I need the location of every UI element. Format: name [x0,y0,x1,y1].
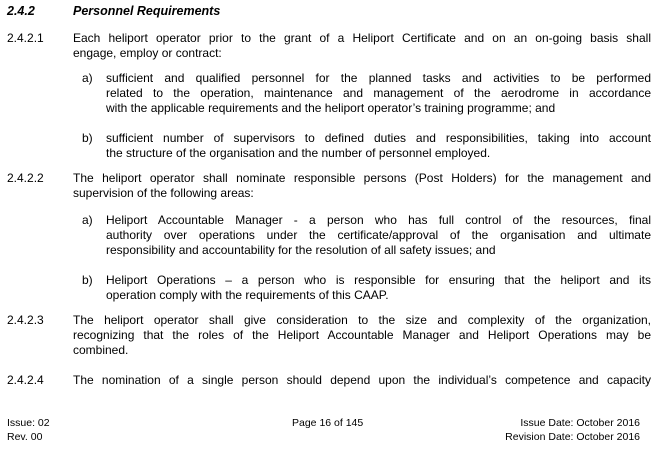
list-item-line: Heliport Operations – a person who is responsible for ensuring that the heliport and its [106,273,651,287]
list-item-line: authority over operations under the certificate/approval of the organisation and ultimate [106,228,651,242]
clause-text [73,313,651,358]
clause-number: 2.4.2.1 [7,31,44,45]
list-item-letter: a) [82,213,93,227]
clause-text [73,31,651,61]
clause-text-line: combined. [73,343,129,357]
footer-revision: Rev. 00 [7,431,43,443]
list-item-line: Heliport Accountable Manager - a person who has full control of the resources, final [106,213,651,227]
list-item-text [106,213,651,258]
clause-text-line: The nomination of a single person should depend upon the individual’s competence and capacity [73,373,651,387]
list-item-line: the structure of the organisation and the number of personnel employed. [106,146,491,160]
footer-issue-date: Issue Date: October 2016 [520,417,640,429]
footer-page-number: Page 16 of 145 [292,417,364,429]
clause-text-line: supervision of the following areas: [73,186,254,200]
list-item-letter: b) [82,273,93,287]
list-item-line: sufficient and qualified personnel for the planned tasks and activities to be performed [106,71,651,85]
clause-text-line: Each heliport operator prior to the grant of a Heliport Certificate and on an on-going basis shall [73,31,651,45]
section-title: Personnel Requirements [73,4,221,18]
clause-text [73,373,651,388]
list-item-letter: a) [82,71,93,85]
list-item-text [106,71,651,116]
list-item-line: sufficient number of supervisors to defined duties and responsibilities, taking into account [106,131,651,145]
clause-text [73,171,651,201]
list-item-text [106,273,651,303]
section-number: 2.4.2 [7,4,35,18]
clause-number: 2.4.2.4 [7,373,44,387]
list-item-line: operation comply with the requirements of this CAAP. [106,288,389,302]
footer-revision-date: Revision Date: October 2016 [505,431,640,443]
clause-number: 2.4.2.2 [7,171,44,185]
list-item-line: related to the operation, maintenance and management of the aerodrome in accordance [106,86,651,100]
list-item-line: responsibility and accountability for the resolution of all safety issues; and [106,243,496,257]
clause-text-line: The heliport operator shall give consideration to the size and complexity of the organization, [73,313,651,327]
list-item-letter: b) [82,131,93,145]
footer-issue: Issue: 02 [7,417,50,429]
clause-text-line: The heliport operator shall nominate responsible persons (Post Holders) for the management and [73,171,651,185]
list-item-text [106,131,651,161]
clause-number: 2.4.2.3 [7,313,44,327]
list-item-line: with the applicable requirements and the heliport operator’s training programme; and [106,101,556,115]
clause-text-line: engage, employ or contract: [73,46,222,60]
clause-text-line: recognizing that the roles of the Heliport Accountable Manager and Heliport Operations may be [73,328,651,342]
